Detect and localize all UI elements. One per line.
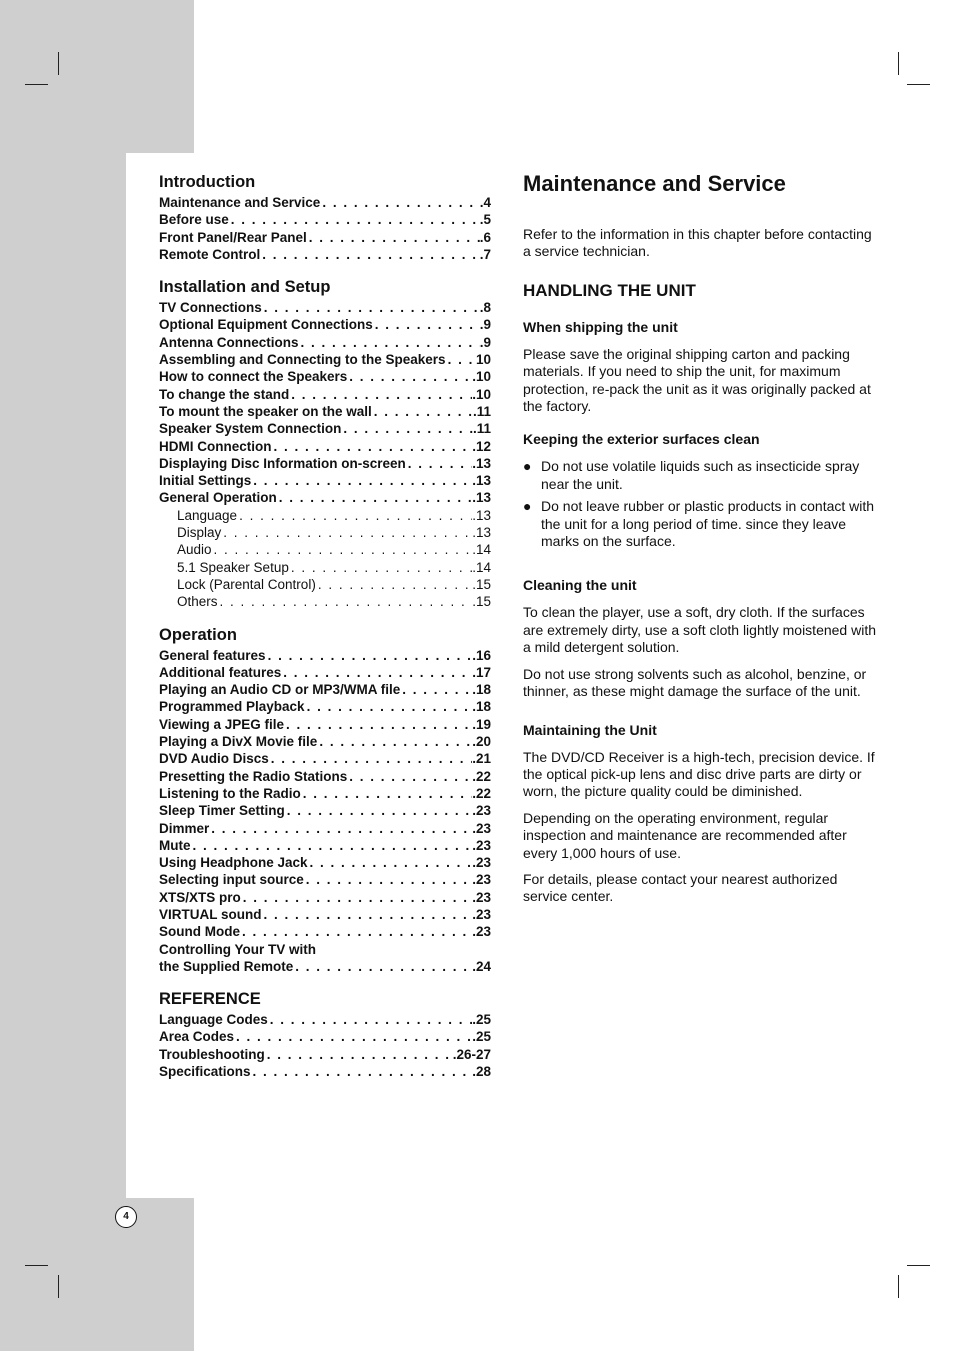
toc-leader-dots (272, 438, 473, 455)
toc-entry (159, 1028, 491, 1045)
toc-entry-title: How to connect the Speakers (159, 369, 348, 385)
toc-entry (159, 541, 491, 558)
toc-leader-dots (262, 299, 480, 316)
toc-entry (159, 681, 491, 698)
maintaining-paragraph: For details, please contact your nearest authorized service center. (523, 870, 838, 905)
toc-entry-page: .22 (472, 785, 491, 801)
crop-mark (25, 1265, 48, 1266)
toc-leader-dots (234, 1028, 472, 1045)
toc-entry-title: Playing a DivX Movie file (159, 734, 318, 750)
toc-entry (159, 785, 491, 802)
toc-entry (159, 906, 491, 923)
toc-entry (159, 438, 491, 455)
toc-leader-dots (446, 351, 476, 368)
toc-entry-page: .6 (479, 229, 491, 245)
crop-mark (58, 52, 59, 75)
toc-section (159, 277, 491, 610)
toc-entry-title: XTS/XTS pro (159, 889, 241, 905)
toc-entry-page: .4 (479, 195, 491, 210)
toc-entry-page: .21 (472, 751, 491, 767)
crop-mark (25, 84, 48, 85)
bullet-text: Do not use volatile liquids such as insecticide spray near the unit. (541, 458, 860, 492)
toc-leader-dots (281, 664, 472, 681)
toc-entry-page: .23 (472, 855, 491, 871)
toc-section (159, 625, 491, 976)
toc-entry-page: .11 (472, 403, 491, 419)
toc-leader-dots (320, 194, 479, 211)
toc-entry-title: Specifications (159, 1064, 251, 1080)
crop-mark (907, 84, 930, 85)
toc-leader-dots (372, 403, 473, 420)
toc-leader-dots (265, 1046, 453, 1063)
toc-entry (159, 871, 491, 888)
toc-entry-page: .20 (472, 734, 491, 750)
toc-entry-page: .19 (472, 716, 491, 732)
toc-entry-title: HDMI Connection (159, 438, 272, 454)
toc-entry-page: .9 (479, 334, 491, 350)
toc-entry-title: Maintenance and Service (159, 195, 321, 210)
toc-entry-title: Optional Equipment Connections (159, 317, 373, 333)
toc-entry-page: .28 (472, 1064, 491, 1080)
toc-entry-page: .5 (479, 212, 491, 228)
toc-entry-page: .15 (472, 576, 491, 592)
toc-entry-page: .14 (472, 542, 491, 558)
toc-entry-title: DVD Audio Discs (159, 751, 269, 767)
toc-entry-page: .14 (472, 559, 491, 575)
toc-entry-page: .22 (472, 768, 491, 784)
crop-mark (58, 1275, 59, 1298)
toc-entry (159, 923, 491, 940)
toc-entry-title: Others (177, 594, 218, 610)
toc-leader-dots (240, 923, 472, 940)
toc-entry (159, 733, 491, 750)
bullet-text: Do not leave rubber or plastic products in contact with the unit for a long period of time. since they leave marks on the surface. (541, 498, 875, 550)
toc-entry-title: Playing an Audio CD or MP3/WMA file (159, 682, 401, 698)
toc-entry-title: Audio (177, 542, 212, 558)
toc-entry (159, 194, 491, 211)
toc-entry (159, 386, 491, 403)
toc-section-heading: REFERENCE (159, 990, 261, 1009)
toc-entry (159, 229, 491, 246)
page-number: 4 (115, 1206, 137, 1228)
toc-leader-dots (373, 316, 480, 333)
bullet-item (523, 458, 878, 493)
toc-leader-dots (251, 472, 472, 489)
toc-leader-dots (191, 837, 473, 854)
toc-entry-page: .25 (472, 1012, 491, 1028)
toc-leader-dots (347, 768, 472, 785)
toc-entry-title: Listening to the Radio (159, 785, 301, 801)
toc-entry-page: .13 (472, 525, 491, 541)
toc-section-heading: Installation and Setup (159, 278, 331, 297)
toc-leader-dots (299, 334, 480, 351)
toc-section-heading: Introduction (159, 173, 256, 191)
toc-entry-page: .23 (472, 837, 491, 853)
toc-leader-dots (284, 716, 472, 733)
toc-entry-title: Antenna Connections (159, 334, 299, 350)
toc-leader-dots (308, 854, 473, 871)
toc-leader-dots (209, 820, 472, 837)
toc-section-heading: Operation (159, 625, 237, 644)
toc-entry (159, 489, 491, 506)
toc-entry (159, 576, 491, 593)
toc-entry-page: 10 (475, 352, 491, 368)
toc-entry-title: Initial Settings (159, 473, 252, 489)
toc-entry (159, 664, 491, 681)
toc-entry-page: .25 (472, 1029, 491, 1045)
shipping-paragraph: Please save the original shipping carton and packing materials. If you need to ship the unit, for maximum protection, re-pack the unit as it was originally packed at the factory. (523, 345, 871, 415)
toc-leader-dots (277, 489, 472, 506)
toc-leader-dots (341, 420, 473, 437)
toc-entry (159, 941, 491, 958)
toc-entry-title: Sound Mode (159, 924, 240, 940)
toc-entry-title: General features (159, 647, 266, 663)
toc-entry (159, 854, 491, 871)
cleaning-paragraph: To clean the player, use a soft, dry cloth. If the surfaces are extremely dirty, use a soft cloth lightly moistened with a mild detergent solution. (523, 604, 877, 656)
toc-entry-title: the Supplied Remote (159, 958, 294, 974)
toc-leader-dots (262, 906, 473, 923)
toc-entry (159, 716, 491, 733)
toc-leader-dots (266, 647, 473, 664)
toc-leader-dots (347, 368, 472, 385)
toc-entry (159, 820, 491, 837)
toc-leader-dots (268, 1011, 472, 1028)
toc-entry-title: Lock (Parental Control) (177, 576, 316, 592)
toc-leader-dots (237, 507, 472, 524)
toc-entry-title: Controlling Your TV with (159, 941, 316, 957)
toc-entry-page: .13 (472, 490, 491, 506)
toc-entry (159, 768, 491, 785)
toc-entry-title: Selecting input source (159, 872, 304, 888)
toc-section (159, 172, 491, 263)
toc-entry-title: Remote Control (159, 246, 261, 262)
toc-entry-title: Using Headphone Jack (159, 855, 308, 871)
toc-leader-dots (221, 524, 472, 541)
toc-leader-dots (293, 958, 472, 975)
toc-entry-title: Assembling and Connecting to the Speakers (159, 352, 446, 368)
toc-entry (159, 698, 491, 715)
toc-leader-dots (305, 698, 473, 715)
toc-entry-page: .11 (472, 421, 491, 437)
bullet-icon: ● (523, 498, 532, 515)
toc-leader-dots (212, 541, 473, 558)
toc-entry-title: Before use (159, 212, 229, 228)
toc-entry-title: Presetting the Radio Stations (159, 768, 348, 784)
toc-entry-page: .9 (479, 317, 491, 333)
toc-entry-page: .12 (472, 438, 491, 454)
toc-entry (159, 246, 491, 263)
toc-leader-dots (241, 889, 472, 906)
toc-entry (159, 507, 491, 524)
toc-entry-page: .8 (479, 300, 491, 316)
toc-entry-page: .23 (472, 924, 491, 940)
toc-entry-title: Additional features (159, 664, 282, 680)
toc-entry-page: .23 (472, 906, 491, 922)
toc-entry-title: TV Connections (159, 300, 262, 316)
bullet-item (523, 498, 878, 550)
toc-entry-page: .24 (472, 958, 491, 974)
toc-entry-page: .10 (472, 386, 491, 402)
toc-entry (159, 211, 491, 228)
toc-entry-title: Speaker System Connection (159, 421, 342, 437)
maintaining-paragraph: The DVD/CD Receiver is a high-tech, precision device. If the optical pick-up lens and disc drive parts are dirty or worn, the picture quality could be diminished. (523, 748, 875, 800)
toc-entry-page: .26-27 (452, 1046, 491, 1062)
toc-entry (159, 802, 491, 819)
table-of-contents (159, 172, 491, 1094)
toc-entry-page: .10 (472, 369, 491, 385)
toc-entry-page: .23 (472, 820, 491, 836)
section-heading: HANDLING THE UNIT (523, 280, 696, 300)
bullet-icon: ● (523, 458, 532, 475)
toc-entry-title: Viewing a JPEG file (159, 716, 285, 732)
subheading-cleaning: Cleaning the unit (523, 577, 637, 594)
toc-leader-dots (251, 1063, 473, 1080)
toc-leader-dots (218, 593, 473, 610)
toc-entry-title: Mute (159, 837, 191, 853)
main-content (523, 170, 878, 915)
toc-entry-page: .23 (472, 872, 491, 888)
toc-leader-dots (229, 211, 480, 228)
toc-entry (159, 559, 491, 576)
toc-entry-title: General Operation (159, 490, 277, 506)
maintaining-paragraph: Depending on the operating environment, regular inspection and maintenance are recommended after every 1,000 hours of use. (523, 809, 847, 861)
toc-leader-dots (307, 229, 480, 246)
subheading-exterior: Keeping the exterior surfaces clean (523, 431, 760, 448)
toc-entry (159, 593, 491, 610)
toc-leader-dots (301, 785, 472, 802)
toc-entry-page: .13 (472, 455, 491, 471)
toc-leader-dots (289, 559, 472, 576)
toc-entry-page: .23 (472, 803, 491, 819)
subheading-shipping: When shipping the unit (523, 318, 678, 335)
toc-entry (159, 889, 491, 906)
toc-entry (159, 368, 491, 385)
toc-entry (159, 647, 491, 664)
toc-entry (159, 958, 491, 975)
toc-entry-title: Language Codes (159, 1012, 268, 1028)
toc-leader-dots (260, 246, 479, 263)
toc-entry (159, 299, 491, 316)
toc-section (159, 989, 491, 1080)
toc-entry-title: Programmed Playback (159, 699, 305, 715)
toc-entry (159, 316, 491, 333)
toc-entry-title: Dimmer (159, 820, 210, 836)
margin-band-bottom (0, 1198, 194, 1351)
toc-entry-page: .18 (472, 682, 491, 698)
page-title: Maintenance and Service (523, 171, 786, 196)
toc-entry (159, 472, 491, 489)
toc-entry (159, 351, 491, 368)
toc-leader-dots (406, 455, 472, 472)
toc-entry (159, 837, 491, 854)
toc-leader-dots (304, 871, 472, 888)
crop-mark (898, 52, 899, 75)
toc-entry-title: VIRTUAL sound (159, 906, 262, 922)
toc-leader-dots (317, 733, 472, 750)
subheading-maintaining: Maintaining the Unit (523, 721, 657, 738)
toc-entry (159, 1011, 491, 1028)
toc-entry-title: Front Panel/Rear Panel (159, 229, 307, 245)
crop-mark (907, 1265, 930, 1266)
toc-entry (159, 524, 491, 541)
toc-entry-title: To mount the speaker on the wall (159, 403, 372, 419)
toc-entry-page: .16 (472, 647, 491, 663)
toc-entry (159, 1046, 491, 1063)
crop-mark (898, 1275, 899, 1298)
toc-leader-dots (400, 681, 472, 698)
toc-entry-title: Display (177, 525, 222, 541)
toc-entry (159, 420, 491, 437)
margin-band-left (0, 153, 126, 1198)
toc-entry-title: Language (177, 507, 238, 523)
toc-entry-title: Area Codes (159, 1029, 235, 1045)
toc-entry (159, 1063, 491, 1080)
toc-entry-title: 5.1 Speaker Setup (177, 559, 289, 575)
toc-entry-page: .7 (479, 246, 491, 262)
toc-entry-page: .23 (472, 889, 491, 905)
toc-leader-dots (269, 750, 472, 767)
toc-entry-title: Displaying Disc Information on-screen (159, 455, 406, 471)
toc-entry-title: To change the stand (159, 386, 290, 402)
intro-paragraph: Refer to the information in this chapter before contacting a service technician. (523, 226, 872, 260)
toc-leader-dots (289, 386, 472, 403)
toc-entry (159, 403, 491, 420)
toc-entry-page: .17 (472, 664, 491, 680)
margin-band-top (0, 0, 194, 153)
cleaning-paragraph: Do not use strong solvents such as alcohol, benzine, or thinner, as these might damage the surface of the unit. (523, 665, 867, 700)
toc-entry-page: .13 (472, 473, 491, 489)
toc-leader-dots (316, 576, 472, 593)
toc-entry-page: .15 (472, 594, 491, 610)
toc-entry (159, 750, 491, 767)
toc-entry-page: .18 (472, 699, 491, 715)
toc-entry (159, 455, 491, 472)
toc-entry-title: Sleep Timer Setting (159, 803, 285, 819)
toc-entry-page: .13 (472, 507, 491, 523)
toc-entry-title: Troubleshooting (159, 1046, 265, 1062)
toc-entry (159, 334, 491, 351)
toc-leader-dots (285, 802, 472, 819)
